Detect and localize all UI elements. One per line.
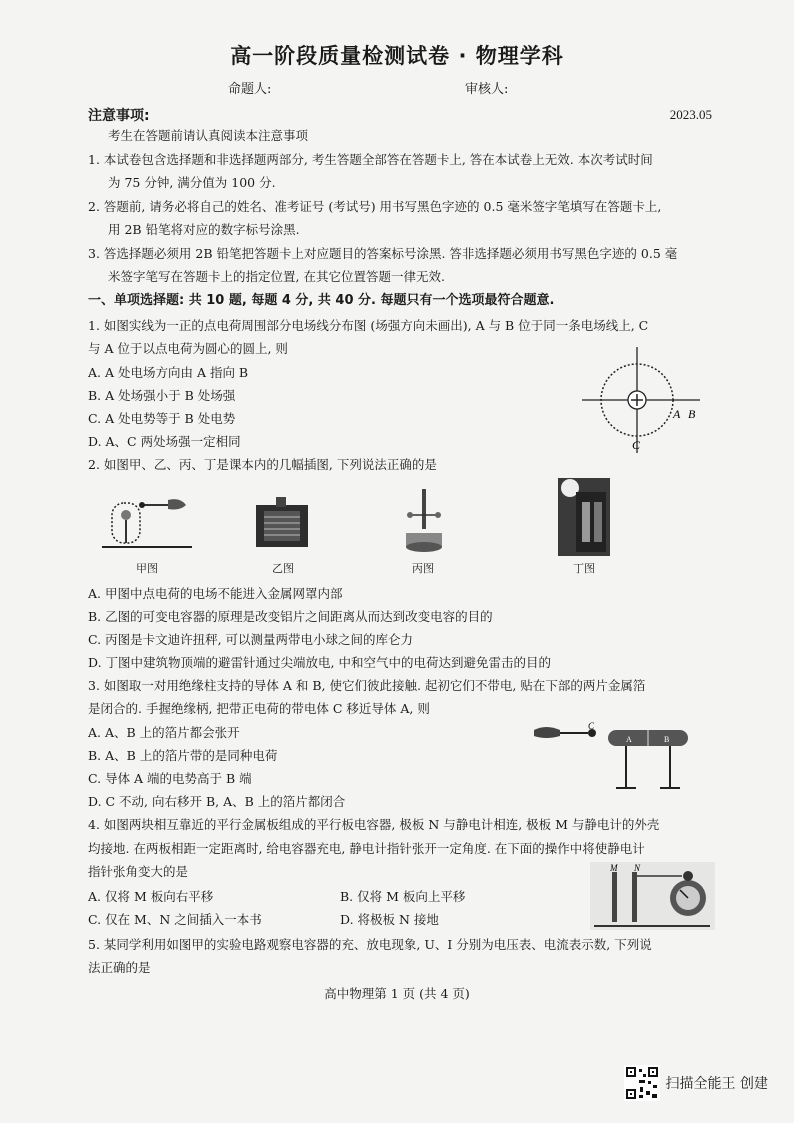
q4-stem: 均接地. 在两板相距一定距离时, 给电容器充电, 静电计指针张开一定角度. 在下面的操作中将使静电计 <box>88 841 645 856</box>
q2-stem: 2. 如图甲、乙、丙、丁是课本内的几幅插图, 下列说法正确的是 <box>88 457 437 472</box>
q3-option-c: C. 导体 A 端的电势高于 B 端 <box>88 771 252 786</box>
q1-stem: 1. 如图实线为一正的点电荷周围部分电场线分布图 (场强方向未画出), A 与 B 位于同一条电场线上, C <box>88 318 649 333</box>
caption-bing: 丙图 <box>412 562 434 575</box>
q2-figure-bing <box>400 485 450 557</box>
q4-option-c: C. 仅在 M、N 之间插入一本书 <box>88 912 262 927</box>
page-footer: 高中物理第 1 页 (共 4 页) <box>324 986 470 1001</box>
q4-option-a: A. 仅将 M 板向右平移 <box>88 889 214 904</box>
page-title: 高一阶段质量检测试卷 · 物理学科 <box>230 44 564 68</box>
caption-yi: 乙图 <box>272 562 294 575</box>
q3-label-a: A <box>626 735 632 744</box>
q1-label-b: B <box>688 407 696 421</box>
note-line: 为 75 分钟, 满分值为 100 分. <box>108 175 276 190</box>
exam-date: 2023.05 <box>669 107 712 122</box>
note-line: 米签字笔写在答题卡上的指定位置, 在其它位置答题一律无效. <box>108 269 445 284</box>
q2-figure-yi <box>248 495 318 555</box>
q3-conductor-figure <box>530 722 710 794</box>
q4-option-d: D. 将极板 N 接地 <box>340 912 439 927</box>
q1-option-a: A. A 处电场方向由 A 指向 B <box>88 365 249 380</box>
q4-stem: 4. 如图两块相互靠近的平行金属板组成的平行板电容器, 极板 N 与静电计相连, 极板 M 与静电计的外壳 <box>88 817 660 832</box>
q3-option-d: D. C 不动, 向右移开 B, A、B 上的箔片都闭合 <box>88 794 346 809</box>
q4-label-m: M <box>610 863 618 873</box>
qr-code-icon <box>624 1065 660 1101</box>
q2-figure-jia <box>100 485 195 555</box>
q1-label-a: A <box>673 407 681 421</box>
caption-jia: 甲图 <box>136 562 158 575</box>
note-line: 3. 答选择题必须用 2B 铅笔把答题卡上对应题目的答案标号涂黑. 答非选择题必须用书写黑色字迹的 0.5 毫 <box>88 246 678 261</box>
reviewer-label: 审核人: <box>465 82 509 97</box>
q3-option-b: B. A、B 上的箔片带的是同种电荷 <box>88 748 278 763</box>
q3-label-c: C <box>588 722 595 731</box>
note-line: 考生在答题前请认真阅读本注意事项 <box>108 128 309 143</box>
q2-option-b: B. 乙图的可变电容器的原理是改变铝片之间距离从而达到改变电容的目的 <box>88 609 493 624</box>
q2-option-c: C. 丙图是卡文迪许扭秤, 可以测量两带电小球之间的库仑力 <box>88 632 414 647</box>
q1-label-c: C <box>632 438 641 452</box>
watermark-text: 扫描全能王 创建 <box>665 1076 768 1092</box>
q4-capacitor-figure <box>590 862 715 930</box>
note-line: 用 2B 铅笔将对应的数字标号涂黑. <box>108 222 300 237</box>
scanner-watermark <box>624 1065 768 1101</box>
q3-option-a: A. A、B 上的箔片都会张开 <box>88 725 240 740</box>
q2-option-a: A. 甲图中点电荷的电场不能进入金属网罩内部 <box>88 586 343 601</box>
q1-stem: 与 A 位于以点电荷为圆心的圆上, 则 <box>88 341 288 356</box>
q3-label-b: B <box>664 735 670 744</box>
q1-field-figure <box>580 345 705 455</box>
q2-figure-ding <box>558 478 610 556</box>
q2-option-d: D. 丁图中建筑物顶端的避雷针通过尖端放电, 中和空气中的电荷达到避免雷击的目的 <box>88 655 551 670</box>
q3-stem: 3. 如图取一对用绝缘柱支持的导体 A 和 B, 使它们彼此接触. 起初它们不带电, 贴在下部的两片金属箔 <box>88 678 646 693</box>
q1-option-c: C. A 处电势等于 B 处电势 <box>88 411 236 426</box>
caption-ding: 丁图 <box>573 562 595 575</box>
author-label: 命题人: <box>228 82 272 97</box>
q1-option-d: D. A、C 两处场强一定相同 <box>88 434 241 449</box>
q3-stem: 是闭合的. 手握绝缘柄, 把带正电荷的带电体 C 移近导体 A, 则 <box>88 701 430 716</box>
q5-stem: 法正确的是 <box>88 960 151 975</box>
q4-stem: 指针张角变大的是 <box>88 864 189 879</box>
q1-option-b: B. A 处场强小于 B 处场强 <box>88 388 236 403</box>
section-heading: 一、单项选择题: 共 10 题, 每题 4 分, 共 40 分. 每题只有一个选项最符合题意. <box>88 293 555 308</box>
q4-label-n: N <box>634 863 641 873</box>
q5-stem: 5. 某同学利用如图甲的实验电路观察电容器的充、放电现象, U、I 分别为电压表、电流表示数, 下列说 <box>88 937 652 952</box>
note-line: 1. 本试卷包含选择题和非选择题两部分, 考生答题全部答在答题卡上, 答在本试卷上无效. 本次考试时间 <box>88 152 653 167</box>
q4-option-b: B. 仅将 M 板向上平移 <box>340 889 466 904</box>
notes-heading: 注意事项: <box>88 108 150 124</box>
note-line: 2. 答题前, 请务必将自己的姓名、准考证号 (考试号) 用书写黑色字迹的 0.5 毫米签字笔填写在答题卡上, <box>88 199 662 214</box>
